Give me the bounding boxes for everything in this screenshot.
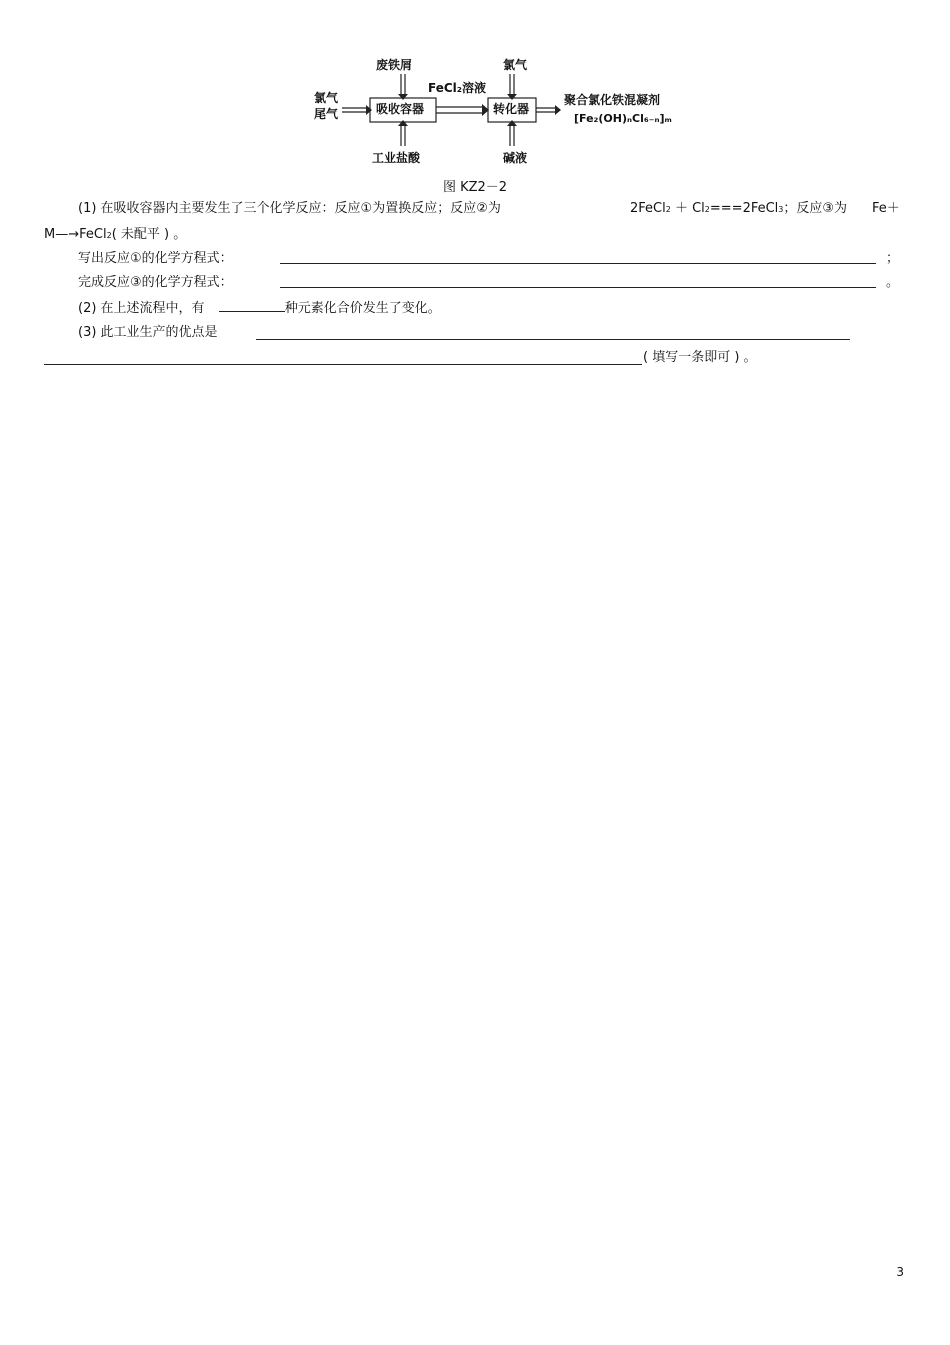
chlorine-tail-gas-label-1: 氯气 [314,91,339,105]
q3-line-1 [78,324,218,342]
product-fecl: FeCl [79,227,107,242]
q3-text-a: (3) 此工业生产的优点是 [78,325,218,340]
q2-answer-blank[interactable] [219,299,285,312]
fecl2-solution-label: FeCl₂溶液 [428,81,487,95]
chlorine-tail-gas-label-2: 尾气 [314,107,339,121]
eq3-answer-blank[interactable] [280,275,876,288]
eq2-part-a: 2FeCl [630,201,666,216]
q1-fe-plus: Fe＋ [872,201,900,216]
q2-line [78,299,441,318]
q1-equation-2: 2FeCl2 ＋ Cl2===2FeCl3；反应③为 [630,201,848,216]
product-name-label: 聚合氯化铁混凝剂 [564,93,661,107]
complete-eq3-end: 。 [886,275,900,290]
arrow-top-2 [507,94,517,100]
complete-eq3-label: 完成反应③的化学方程式： [78,275,233,290]
reactant-m: M [44,227,56,242]
arrow-top-1 [398,94,408,100]
figure-caption: 图 KZ2－2 [442,180,508,195]
q1-intro-text: (1) 在吸收容器内主要发生了三个化学反应：反应①为置换反应；反应②为 [78,201,501,216]
arrow-icon: —→ [55,227,80,242]
q1-line-1 [78,200,501,218]
process-flow-diagram [300,52,720,170]
q3-note: ( 填写一条即可 ) 。 [643,350,757,365]
write-eq1-end: ； [886,251,900,266]
converter-box-label: 转化器 [493,102,530,116]
not-balanced-note: ( 未配平 ) 。 [111,227,187,242]
absorption-box-label: 吸收容器 [376,102,425,116]
arrow-left-input [366,105,372,115]
industrial-hcl-label: 工业盐酸 [372,151,421,165]
page-number: 3 [896,1265,904,1279]
arrow-bottom-2 [507,120,517,126]
write-eq1-label: 写出反应①的化学方程式： [78,251,233,266]
q2-text-a: (2) 在上述流程中，有 [78,301,205,316]
eq2-part-b: ＋ Cl [674,201,705,216]
eq2-part-c: ===2FeCl [709,201,779,216]
alkali-label: 碱液 [503,151,528,165]
eq1-answer-blank[interactable] [280,251,876,264]
q3-answer-blank-1[interactable] [256,327,850,340]
q3-answer-blank-2[interactable] [44,352,642,365]
q1-line-2: M—→FeCl2( 未配平 ) 。 [44,227,187,242]
q1-reaction3-text: ；反应③为 [783,201,848,216]
arrow-output [555,105,561,115]
scrap-iron-label: 废铁屑 [376,58,413,72]
product-formula-label: [Fe₂(OH)ₙCl₆₋ₙ]ₘ [574,112,672,125]
chlorine-input-label: 氯气 [503,58,528,72]
q2-text-b: 种元素化合价发生了变化。 [284,301,441,316]
arrow-bottom-1 [398,120,408,126]
